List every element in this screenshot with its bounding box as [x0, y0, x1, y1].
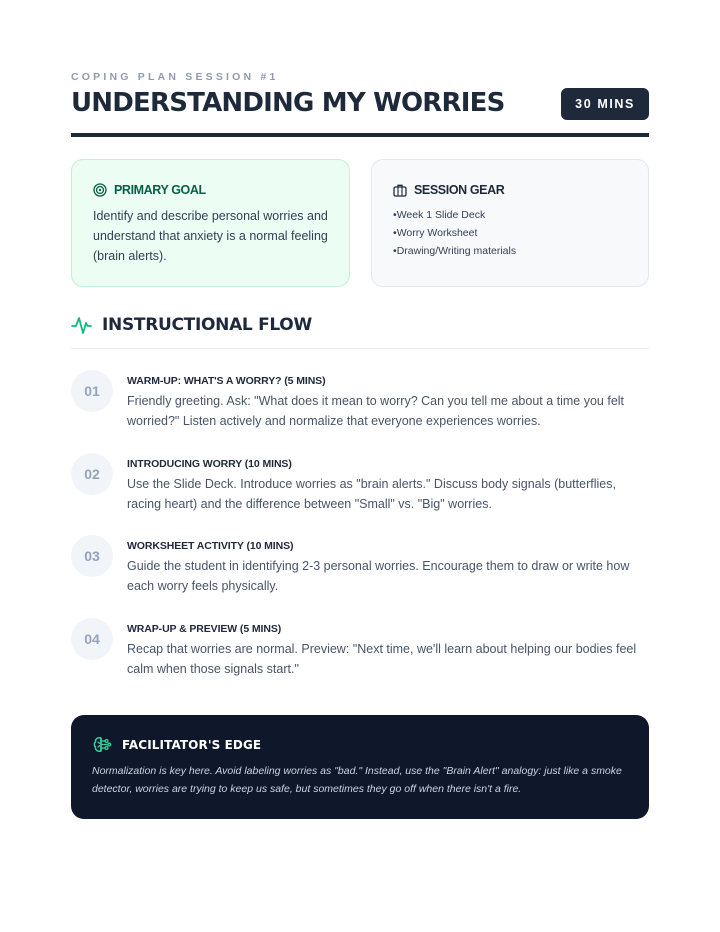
- facilitators-edge-title: FACILITATOR'S EDGE: [122, 738, 262, 752]
- gear-item: • Drawing/Writing materials: [393, 242, 627, 260]
- gear-list: [393, 206, 627, 260]
- primary-goal-text: Identify and describe personal worries and understand that anxiety is a normal feeling (brain alerts).: [93, 209, 328, 263]
- page-title: UNDERSTANDING MY WORRIES: [71, 88, 505, 118]
- step-text: Guide the student in identifying 2-3 personal worries. Encourage them to draw or write how each worry feels physically.: [127, 559, 630, 593]
- step-text: Recap that worries are normal. Preview: "Next time, we'll learn about helping our bodies feel calm when those signals start.": [127, 642, 637, 676]
- pulse-icon: [71, 315, 92, 335]
- facilitators-edge-text: Normalization is key here. Avoid labeling worries as "bad." Instead, use the "Brain Alert" analogy: just like a smoke detector, worries are trying to keep us safe, but sometimes they go off when there isn't a fire.: [92, 765, 622, 795]
- briefcase-icon: [393, 183, 407, 197]
- step-title: WORKSHEET ACTIVITY (10 MINS): [127, 540, 294, 552]
- session-eyebrow: COPING PLAN SESSION #1: [71, 71, 279, 83]
- step-title: WRAP-UP & PREVIEW (5 MINS): [127, 623, 282, 635]
- primary-goal-card: [71, 159, 350, 287]
- session-gear-card: [371, 159, 649, 287]
- primary-goal-label: PRIMARY GOAL: [114, 183, 206, 197]
- target-icon: [93, 183, 107, 197]
- header-divider: [71, 133, 649, 137]
- duration-badge: 30 MINS: [561, 88, 649, 120]
- facilitators-edge-panel: [71, 715, 649, 819]
- step-text: Use the Slide Deck. Introduce worries as "brain alerts." Discuss body signals (butterflies, racing heart) and the difference between "Small" vs. "Big" worries.: [127, 477, 616, 511]
- session-gear-label: SESSION GEAR: [414, 183, 505, 197]
- brain-icon: [92, 735, 112, 755]
- step-number: 01: [71, 370, 113, 412]
- step-title: WARM-UP: WHAT'S A WORRY? (5 MINS): [127, 375, 326, 387]
- gear-item: • Worry Worksheet: [393, 224, 627, 242]
- section-title: INSTRUCTIONAL FLOW: [102, 315, 312, 335]
- step-text: Friendly greeting. Ask: "What does it mean to worry? Can you tell me about a time you felt worried?" Listen actively and normalize that everyone experiences worries.: [127, 394, 625, 428]
- instructional-flow-header: [71, 315, 312, 335]
- step-number: 04: [71, 618, 113, 660]
- step-number: 03: [71, 535, 113, 577]
- step-number: 02: [71, 453, 113, 495]
- step-title: INTRODUCING WORRY (10 MINS): [127, 458, 292, 470]
- section-divider: [71, 348, 649, 349]
- gear-item: • Week 1 Slide Deck: [393, 206, 627, 224]
